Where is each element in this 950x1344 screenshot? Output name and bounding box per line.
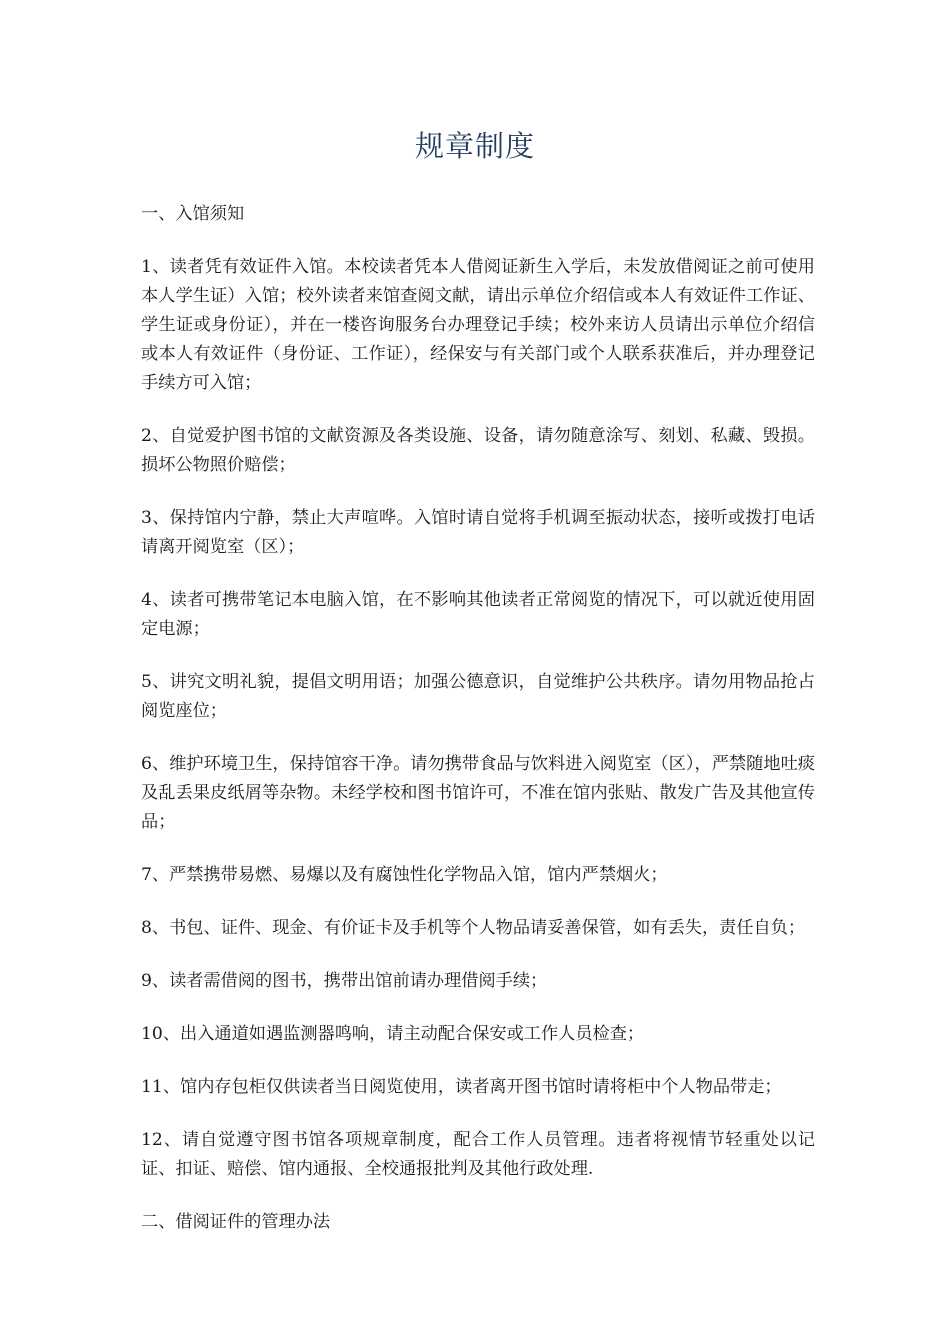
rule-item-11: 11、馆内存包柜仅供读者当日阅览使用，读者离开图书馆时请将柜中个人物品带走； [141, 1077, 782, 1097]
rule-item-3: 3、保持馆内宁静，禁止大声喧哗。入馆时请自觉将手机调至振动状态，接听或拨打电话请离开阅览室（区）； [141, 508, 815, 557]
document-title: 规章制度 [414, 129, 535, 163]
document-body [141, 200, 815, 1261]
rule-item-6: 6、维护环境卫生，保持馆容干净。请勿携带食品与饮料进入阅览室（区），严禁随地吐痰及乱丢果皮纸屑等杂物。未经学校和图书馆许可，不准在馆内张贴、散发广告及其他宣传品； [141, 754, 815, 832]
section-heading-admission: 一、入馆须知 [141, 204, 245, 224]
rule-item-12: 12、请自觉遵守图书馆各项规章制度，配合工作人员管理。违者将视情节轻重处以记证、扣证、赔偿、馆内通报、全校通报批判及其他行政处理. [141, 1130, 815, 1179]
rule-item-4: 4、读者可携带笔记本电脑入馆，在不影响其他读者正常阅览的情况下，可以就近使用固定电源； [141, 590, 815, 639]
rule-item-2: 2、自觉爱护图书馆的文献资源及各类设施、设备，请勿随意涂写、刻划、私藏、毁损。损坏公物照价赔偿； [141, 426, 815, 475]
rule-item-7: 7、严禁携带易燃、易爆以及有腐蚀性化学物品入馆，馆内严禁烟火； [141, 865, 668, 885]
rule-item-5: 5、讲究文明礼貌，提倡文明用语；加强公德意识，自觉维护公共秩序。请勿用物品抢占阅览座位； [141, 672, 815, 721]
rule-item-9: 9、读者需借阅的图书，携带出馆前请办理借阅手续； [141, 971, 548, 991]
rule-item-1: 1、读者凭有效证件入馆。本校读者凭本人借阅证新生入学后，未发放借阅证之前可使用本人学生证）入馆；校外读者来馆查阅文献，请出示单位介绍信或本人有效证件工作证、学生证或身份证），并在一楼咨询服务台办理登记手续；校外来访人员请出示单位介绍信或本人有效证件（身份证、工作证），经保安与有关部门或个人联系获准后，并办理登记手续方可入馆； [141, 257, 815, 393]
rule-item-8: 8、书包、证件、现金、有价证卡及手机等个人物品请妥善保管，如有丢失，责任自负； [141, 918, 806, 938]
section-heading-card-management: 二、借阅证件的管理办法 [141, 1212, 331, 1232]
rule-item-10: 10、出入通道如遇监测器鸣响，请主动配合保安或工作人员检查； [141, 1024, 645, 1044]
